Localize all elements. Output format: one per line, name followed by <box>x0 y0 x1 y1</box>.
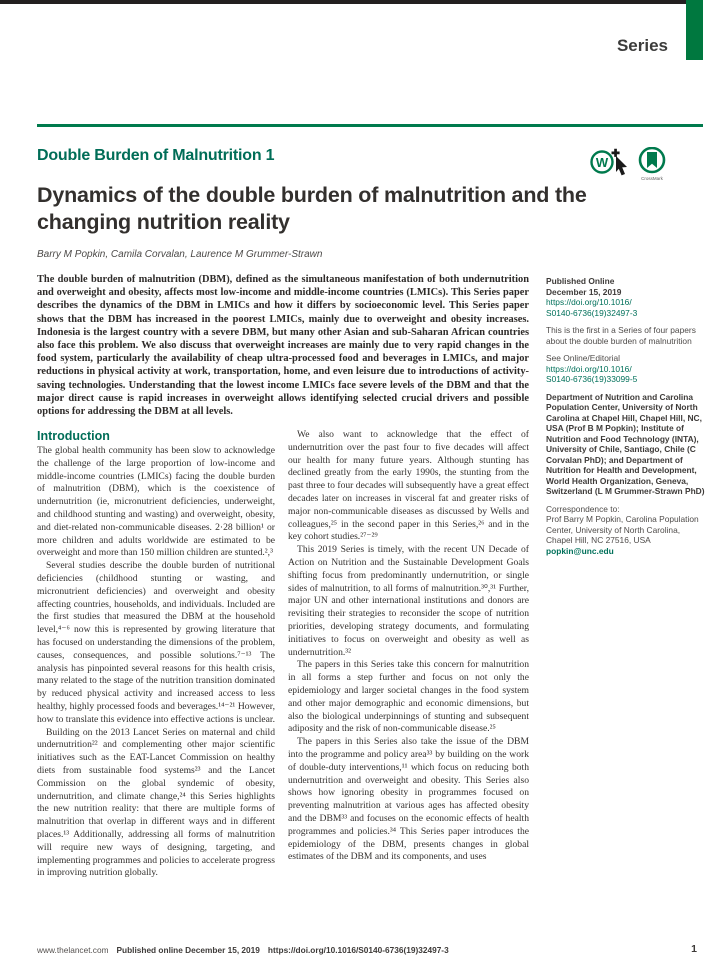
see-online-block <box>546 353 705 385</box>
editorial-doi-link-line1[interactable]: https://doi.org/10.1016/ <box>546 363 632 374</box>
page-number: 1 <box>691 943 697 955</box>
author-line: Barry M Popkin, Camila Corvalan, Laurence M Grummer-Strawn <box>37 249 323 260</box>
section-kicker: Double Burden of Malnutrition 1 <box>37 147 275 164</box>
svg-text:W: W <box>595 155 609 170</box>
body-paragraph: The papers in this Series also take the issue of the DBM into the programme and policy area³³ by building on the work of double-duty interventions,¹¹ which focus on reducing both undernutrition and overweight and obesity. This Series also shows how ignoring obesity in programmes focused on preventing malnutrition at various ages has affected obesity and the DBM³³ and focuses on the economic effects of health programmes and policies.³⁴ This Series paper introduces the epidemiology of the DBM, presents changes in global estimates of the DBM and its components, and uses <box>288 736 529 863</box>
crossmark-icon[interactable] <box>637 147 667 181</box>
body-column-left <box>37 429 275 926</box>
journal-site-link[interactable]: www.thelancet.com <box>37 945 109 955</box>
series-label: Series <box>616 36 668 55</box>
series-note: This is the first in a Series of four papers about the double burden of malnutrition <box>546 325 696 346</box>
see-online-label: See Online/Editorial <box>546 353 621 363</box>
weblink-cursor-icon[interactable] <box>589 147 635 184</box>
series-green-tab <box>686 0 703 60</box>
article-doi-link-line1[interactable]: https://doi.org/10.1016/ <box>546 297 632 307</box>
body-paragraph: The global health community has been slow to acknowledge the challenge of the large proportion of low-income and middle-income countries (LMICs) facing the double burden of malnutrition (DBM), which is the coexistence of undernutrition (ie, micronutrient deficiencies, underweight, and childhood stunting and wasting) and overweight, obesity, and diet-related non-communicable diseases. 2·28 billion¹ or more children and adults worldwide are estimated to be overweight and more than 150 million children are stunted.²,³ <box>37 445 275 559</box>
footer-published-date: Published online December 15, 2019 <box>116 945 260 955</box>
top-edge-bar <box>0 0 686 4</box>
body-paragraph: Building on the 2013 Lancet Series on maternal and child undernutrition²² and complementing other major scientific initiatives such as the EAT-Lancet Commission on healthy diets from sustainable food systems²³ and the Lancet Commission on the global syndemic of obesity, undernutrition, and climate change,²⁴ this Series highlights the new nutrition reality: that there are multiple forms of malnutrition that overlap in different ways and in different places.¹³ Additionally, addressing all forms of malnutrition will require new ways of designing, targeting, and implementing programmes and policies to accelerate progress in improving nutrition globally. <box>37 726 275 879</box>
correspondence-label: Correspondence to: <box>546 503 620 514</box>
body-paragraph: This 2019 Series is timely, with the recent UN Decade of Action on Nutrition and the Sustainable Development Goals shifting focus from predominantly undernutrition, or single sides of malnutrition, to all forms of malnutrition.³⁰,³¹ Further, major UN and other international institutions and donors are revisiting their strategies to reconsider the scope of nutrition priorities, developing strategy documents, and formulating initiatives to focus on overweight and obesity as well as undernutrition.³² <box>288 544 529 658</box>
article-title: Dynamics of the double burden of malnutrition and the changing nutrition reality <box>37 183 587 234</box>
editorial-doi-link-line2[interactable]: S0140-6736(19)33099-5 <box>546 374 638 384</box>
article-doi-link-line2[interactable]: S0140-6736(19)32497-3 <box>546 307 638 318</box>
crossmark-label: CrossMark <box>641 176 663 181</box>
body-column-right <box>288 429 529 926</box>
footer-doi-link[interactable]: https://doi.org/10.1016/S0140-6736(19)32497-3 <box>267 945 449 955</box>
header-rule <box>37 124 703 127</box>
title-icons <box>589 147 689 184</box>
correspondence-block <box>546 504 705 557</box>
body-paragraph: Several studies describe the double burden of nutritional deficiencies (childhood stunting or wasting, and micronutrient deficiencies) and overweight and obesity affecting countries, households, and individuals. Included are the first studies that measured the DBM at the household level,⁴⁻⁶ now this is represented by growing literature that has focused on understanding the dimensions of the problem, causes, consequences, and possible solutions.⁷⁻¹³ The analysis has pinpointed several reasons for this health crisis, many related to the stage of the nutrition transition dominated by reduced physical activity and increased access to less healthy, highly processed foods and beverages.¹⁴⁻²¹ However, how to translate this evidence into effective actions is unclear. <box>37 560 275 725</box>
body-paragraph: We also want to acknowledge that the effect of undernutrition over the past four to five decades will affect our health for many future years. Although stunting has declined greatly from the early 1990s, the stunting from the past three to four decades will subsequently have a great effect decades later on increases in visceral fat and greater risks of major non-communicable diseases as discussed by Wells and colleagues,²⁵ in the second paper in this Series,²⁶ and in the key cohort studies.²⁷⁻²⁹ <box>288 429 529 543</box>
published-online-label: Published Online <box>546 276 615 286</box>
published-date: December 15, 2019 <box>546 286 622 297</box>
margin-notes <box>546 276 705 563</box>
abstract: The double burden of malnutrition (DBM), defined as the simultaneous manifestation of both undernutrition and overweight and obesity, affects most low-income and middle-income countries (LMICs). This Series paper describes the dynamics of the DBM in LMICs and how it differs by socioeconomic level. This Series paper shows that the DBM has increased in the poorest LMICs, mainly due to overweight and obesity increases. Indonesia is the largest country with a severe DBM, but many other Asian and sub-Saharan African countries also face this problem. We also discuss that overweight increases are mainly due to very rapid changes in the food system, particularly the availability of cheap ultra-processed food and beverages in LMICs, and major reductions in physical activity at work, transportation, home, and even leisure due to introductions of activity-saving technologies. Understanding that the lowest income LMICs face severe levels of the DBM and that the major direct cause is rapid increases in overweight allows identifying selected crucial drivers and possible options for addressing the DBM at all levels. <box>37 274 529 418</box>
page-footer <box>37 945 703 955</box>
body-paragraph: The papers in this Series take this concern for malnutrition in all forms a step further and focus on not only the epidemiology and larger societal changes in the food system and other major demographic and economic dimensions, but also the biological underpinnings of stunting and subsequent adiposity and the risk of non-communicable disease.²⁵ <box>288 659 529 735</box>
correspondence-address: Prof Barry M Popkin, Carolina Population Center, University of North Carolina, Chapel Hill, NC 27516, USA <box>546 514 699 545</box>
correspondence-email-link[interactable]: popkin@unc.edu <box>546 545 614 556</box>
introduction-heading: Introduction <box>37 429 110 443</box>
affiliations: Department of Nutrition and Carolina Population Center, University of North Carolina at Chapel Hill, Chapel Hill, NC, USA (Prof B M Popkin); Institute of Nutrition and Food Technology (INTA), University of Chile, Santiago, Chile (C Corvalan PhD); and Department of Nutrition for Health and Development, World Health Organization, Geneva, Switzerland (L M Grummer-Strawn PhD) <box>546 391 705 496</box>
published-online-block <box>546 276 705 318</box>
